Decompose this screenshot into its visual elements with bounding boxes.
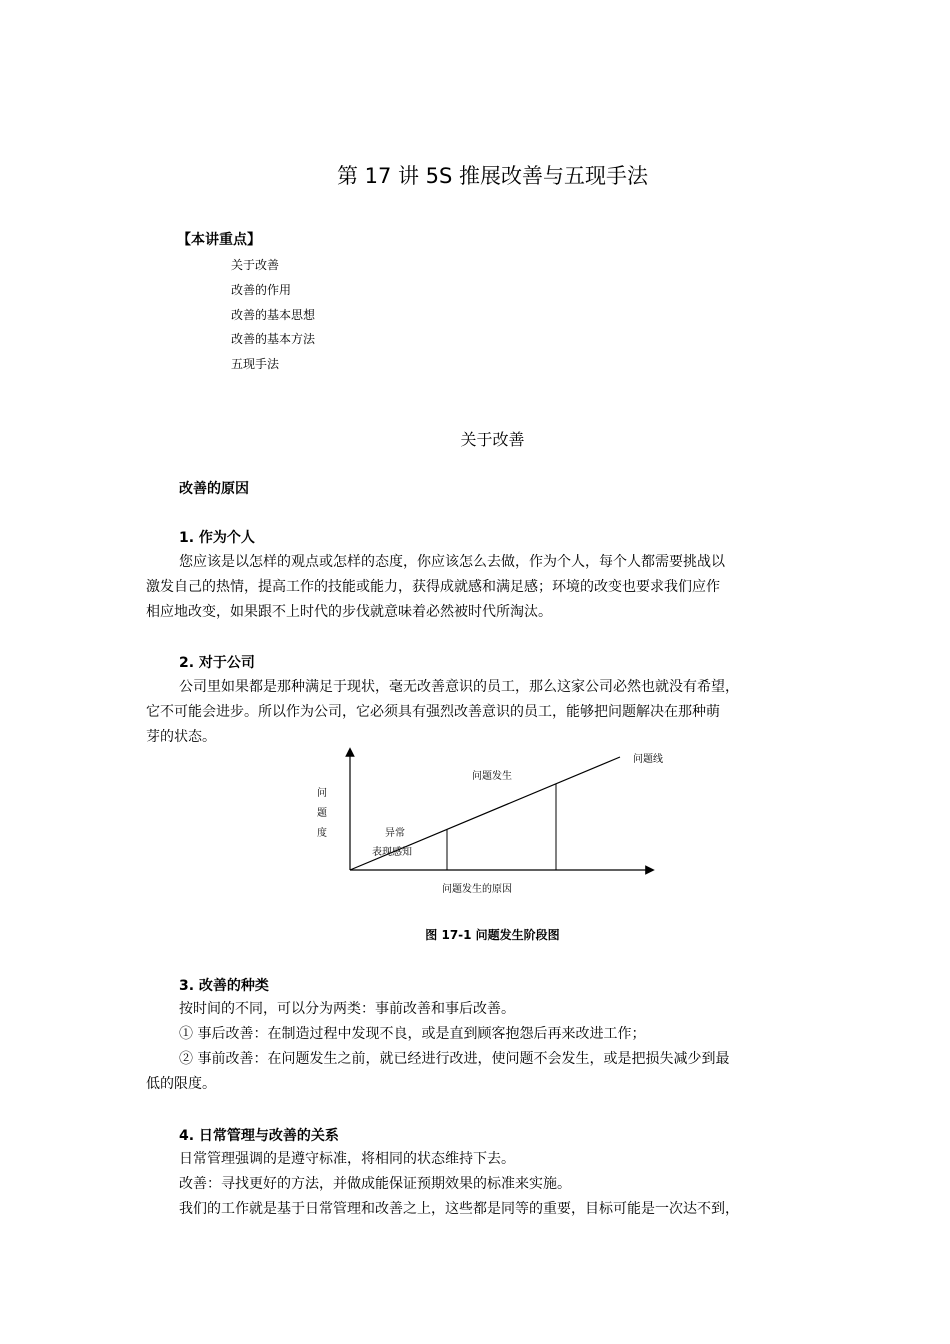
perception-label: 表现感知	[372, 847, 412, 858]
problem-stage-diagram	[300, 742, 680, 902]
page-title: 第 17 讲 5S 推展改善与五现手法	[336, 164, 649, 188]
text-line: 日常管理强调的是遵守标准，将相同的状态维持下去。	[179, 1151, 515, 1167]
reason2-heading: 2. 对于公司	[179, 655, 255, 671]
text-line: 相应地改变，如果跟不上时代的步伐就意味着必然被时代所淘汰。	[146, 604, 552, 620]
subsection-title: 改善的原因	[179, 481, 249, 497]
text-line: ② 事前改善：在问题发生之前，就已经进行改进，使问题不会发生，或是把损失减少到最	[179, 1051, 730, 1067]
x-axis-label: 问题发生的原因	[442, 884, 512, 895]
reason1-paragraph	[146, 550, 826, 625]
key-point-item: 关于改善	[231, 258, 280, 272]
y-axis-label-char: 问	[317, 788, 327, 799]
reason1-heading: 1. 作为个人	[179, 530, 255, 546]
relation-paragraph	[146, 1147, 836, 1222]
key-point-item: 改善的作用	[231, 282, 292, 297]
reason2-paragraph	[146, 675, 836, 750]
text-line: 改善：寻找更好的方法，并做成能保证预期效果的标准来实施。	[179, 1176, 571, 1192]
section-title: 关于改善	[460, 430, 525, 449]
figure-caption: 图 17-1 问题发生阶段图	[425, 928, 560, 942]
occurrence-label: 问题发生	[472, 771, 512, 782]
text-line: 低的限度。	[146, 1076, 216, 1092]
text-line: 按时间的不同，可以分为两类：事前改善和事后改善。	[179, 1001, 515, 1017]
types-paragraph	[146, 997, 836, 1097]
text-line: 激发自己的热情，提高工作的技能或能力，获得成就感和满足感；环境的改变也要求我们应作	[146, 579, 720, 595]
types-heading: 3. 改善的种类	[179, 978, 269, 994]
text-line: 它不可能会进步。所以作为公司，它必须具有强烈改善意识的员工，能够把问题解决在那种萌	[146, 704, 720, 720]
text-line: 公司里如果都是那种满足于现状，毫无改善意识的员工，那么这家公司必然也就没有希望，	[179, 679, 739, 695]
relation-heading: 4. 日常管理与改善的关系	[179, 1128, 339, 1144]
problem-line-label: 问题线	[633, 754, 663, 765]
text-line: ① 事后改善：在制造过程中发现不良，或是直到顾客抱怨后再来改进工作；	[179, 1026, 646, 1042]
text-line: 芽的状态。	[146, 729, 216, 745]
text-line: 您应该是以怎样的观点或怎样的态度，你应该怎么去做，作为个人，每个人都需要挑战以	[179, 554, 725, 570]
y-axis-label-char: 度	[317, 828, 327, 839]
text-line: 我们的工作就是基于日常管理和改善之上，这些都是同等的重要，目标可能是一次达不到，	[179, 1201, 739, 1217]
key-point-item: 改善的基本思想	[231, 307, 316, 322]
key-points-list	[231, 253, 315, 377]
y-axis-label-char: 题	[317, 808, 327, 819]
key-point-item: 改善的基本方法	[231, 332, 316, 347]
abnormal-label: 异常	[385, 828, 405, 839]
key-point-item: 五现手法	[231, 357, 280, 372]
key-points-label: 【本讲重点】	[177, 232, 261, 248]
